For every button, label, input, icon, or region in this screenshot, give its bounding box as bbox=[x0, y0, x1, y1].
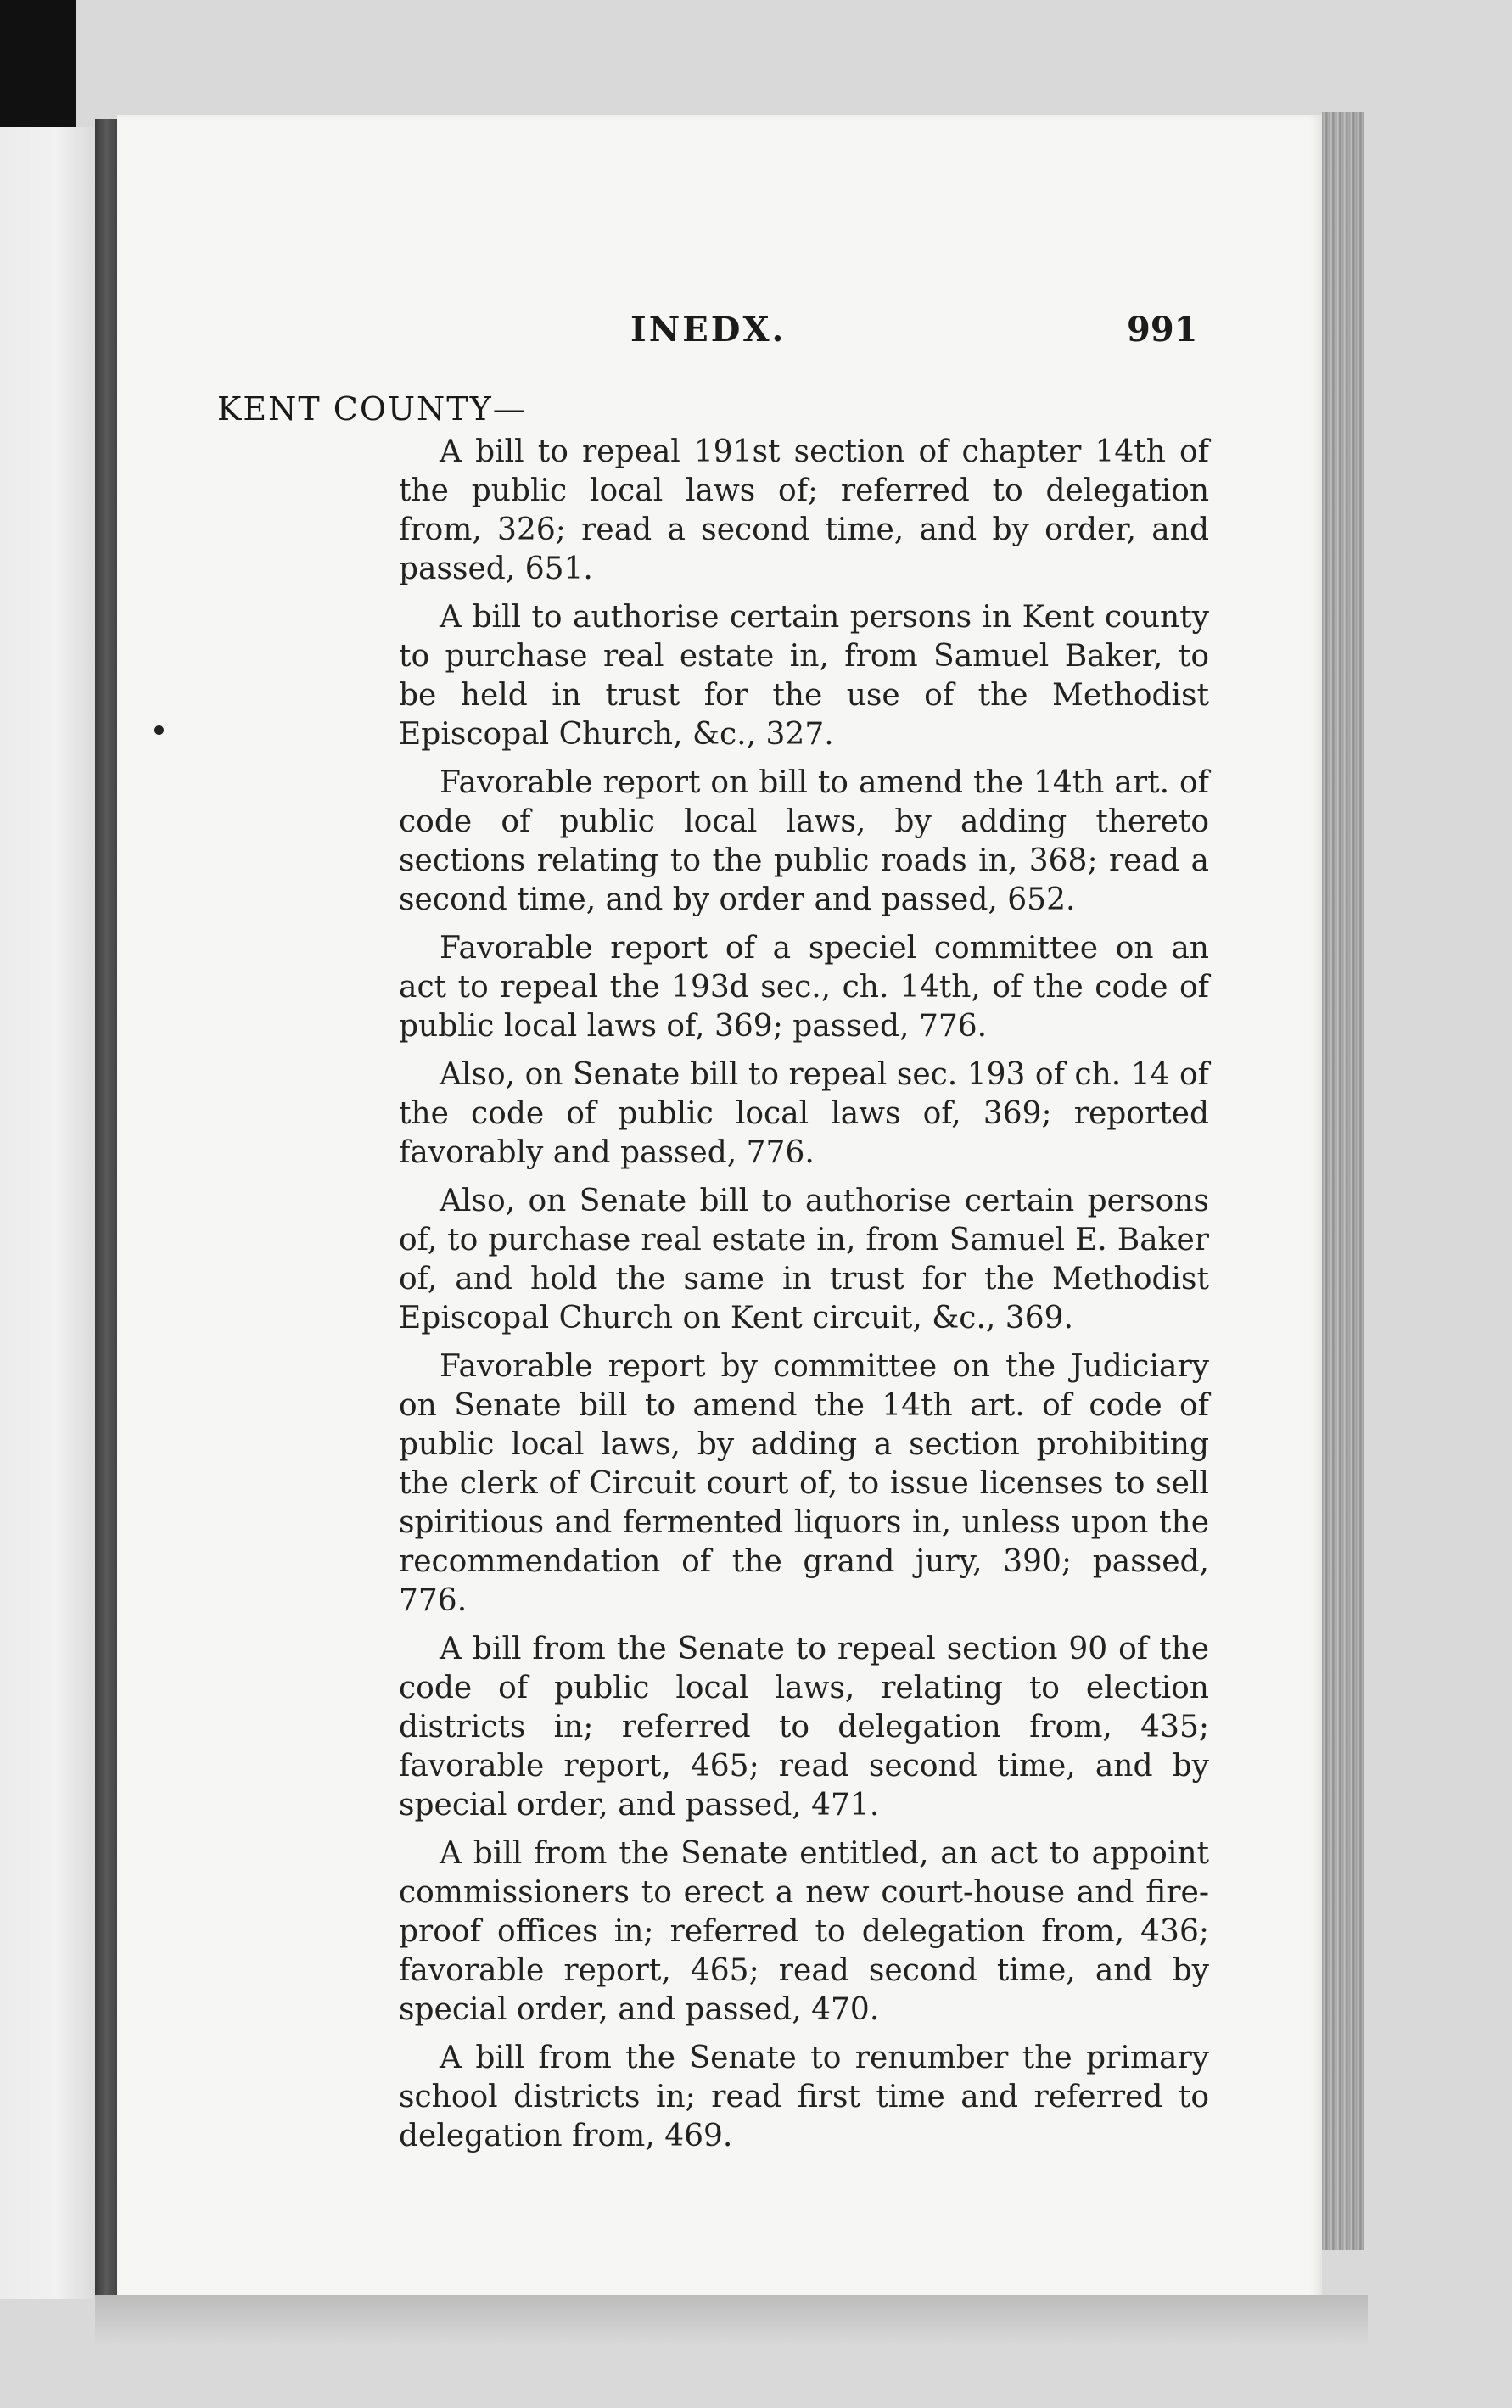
index-entry: A bill from the Senate to repeal section 90 of the code of public local laws, relating to election districts in; referred to delegation from, 435; favorable report, 465; read second time, and by special order, and passed, 471. bbox=[399, 1632, 1209, 1823]
index-entry: A bill to authorise certain persons in Kent county to purchase real estate in, from Samuel Baker, to be held in trust for the use of the Methodist Episcopal Church, &c., 327. bbox=[399, 600, 1209, 752]
index-entry: Favorable report of a speciel committee on an act to repeal the 193d sec., ch. 14th, of the code of public local laws of, 369; passed, 776. bbox=[399, 931, 1209, 1044]
page-number: 991 bbox=[1127, 310, 1198, 350]
index-entry: A bill to repeal 191st section of chapter 14th of the public local laws of; referred to delegation from, 326; read a second time, and by order, and passed, 651. bbox=[399, 434, 1209, 586]
running-header bbox=[117, 310, 1322, 352]
index-entry: Favorable report on bill to amend the 14th art. of code of public local laws, by adding thereto sections relating to the public roads in, 368; read a second time, and by order and passed, 652. bbox=[399, 765, 1209, 917]
index-entries bbox=[399, 433, 1209, 2165]
previous-page-edge bbox=[0, 127, 95, 2299]
margin-mark bbox=[154, 725, 164, 735]
running-title: INEDX. bbox=[630, 310, 787, 350]
index-entry: A bill from the Senate to renumber the primary school districts in; read first time and referred to delegation from, 469. bbox=[399, 2041, 1209, 2153]
index-entry: A bill from the Senate entitled, an act to appoint commissioners to erect a new court-house and fire-proof offices in; referred to delegation from, 436; favorable report, 465; read second time, and by special order, and passed, 470. bbox=[399, 1836, 1209, 2027]
page-edges bbox=[1322, 112, 1364, 2250]
index-entry: Also, on Senate bill to repeal sec. 193 of ch. 14 of the code of public local laws of, 369; reported favorably and passed, 776. bbox=[399, 1057, 1209, 1170]
scan-corner-shadow bbox=[0, 0, 76, 144]
book-gutter bbox=[95, 119, 117, 2299]
index-entry: Also, on Senate bill to authorise certain persons of, to purchase real estate in, from Samuel E. Baker of, and hold the same in trust for the Methodist Episcopal Church on Kent circuit, &c., 369. bbox=[399, 1184, 1209, 1336]
index-entry: Favorable report by committee on the Judiciary on Senate bill to amend the 14th art. of code of public local laws, by adding a section prohibiting the clerk of Circuit court of, to issue licenses to sell spiritious and fermented liquors in, unless upon the recommendation of the grand jury, 390; passed, 776. bbox=[399, 1349, 1209, 1618]
section-heading: KENT COUNTY— bbox=[217, 390, 527, 428]
bottom-shadow bbox=[95, 2295, 1368, 2346]
